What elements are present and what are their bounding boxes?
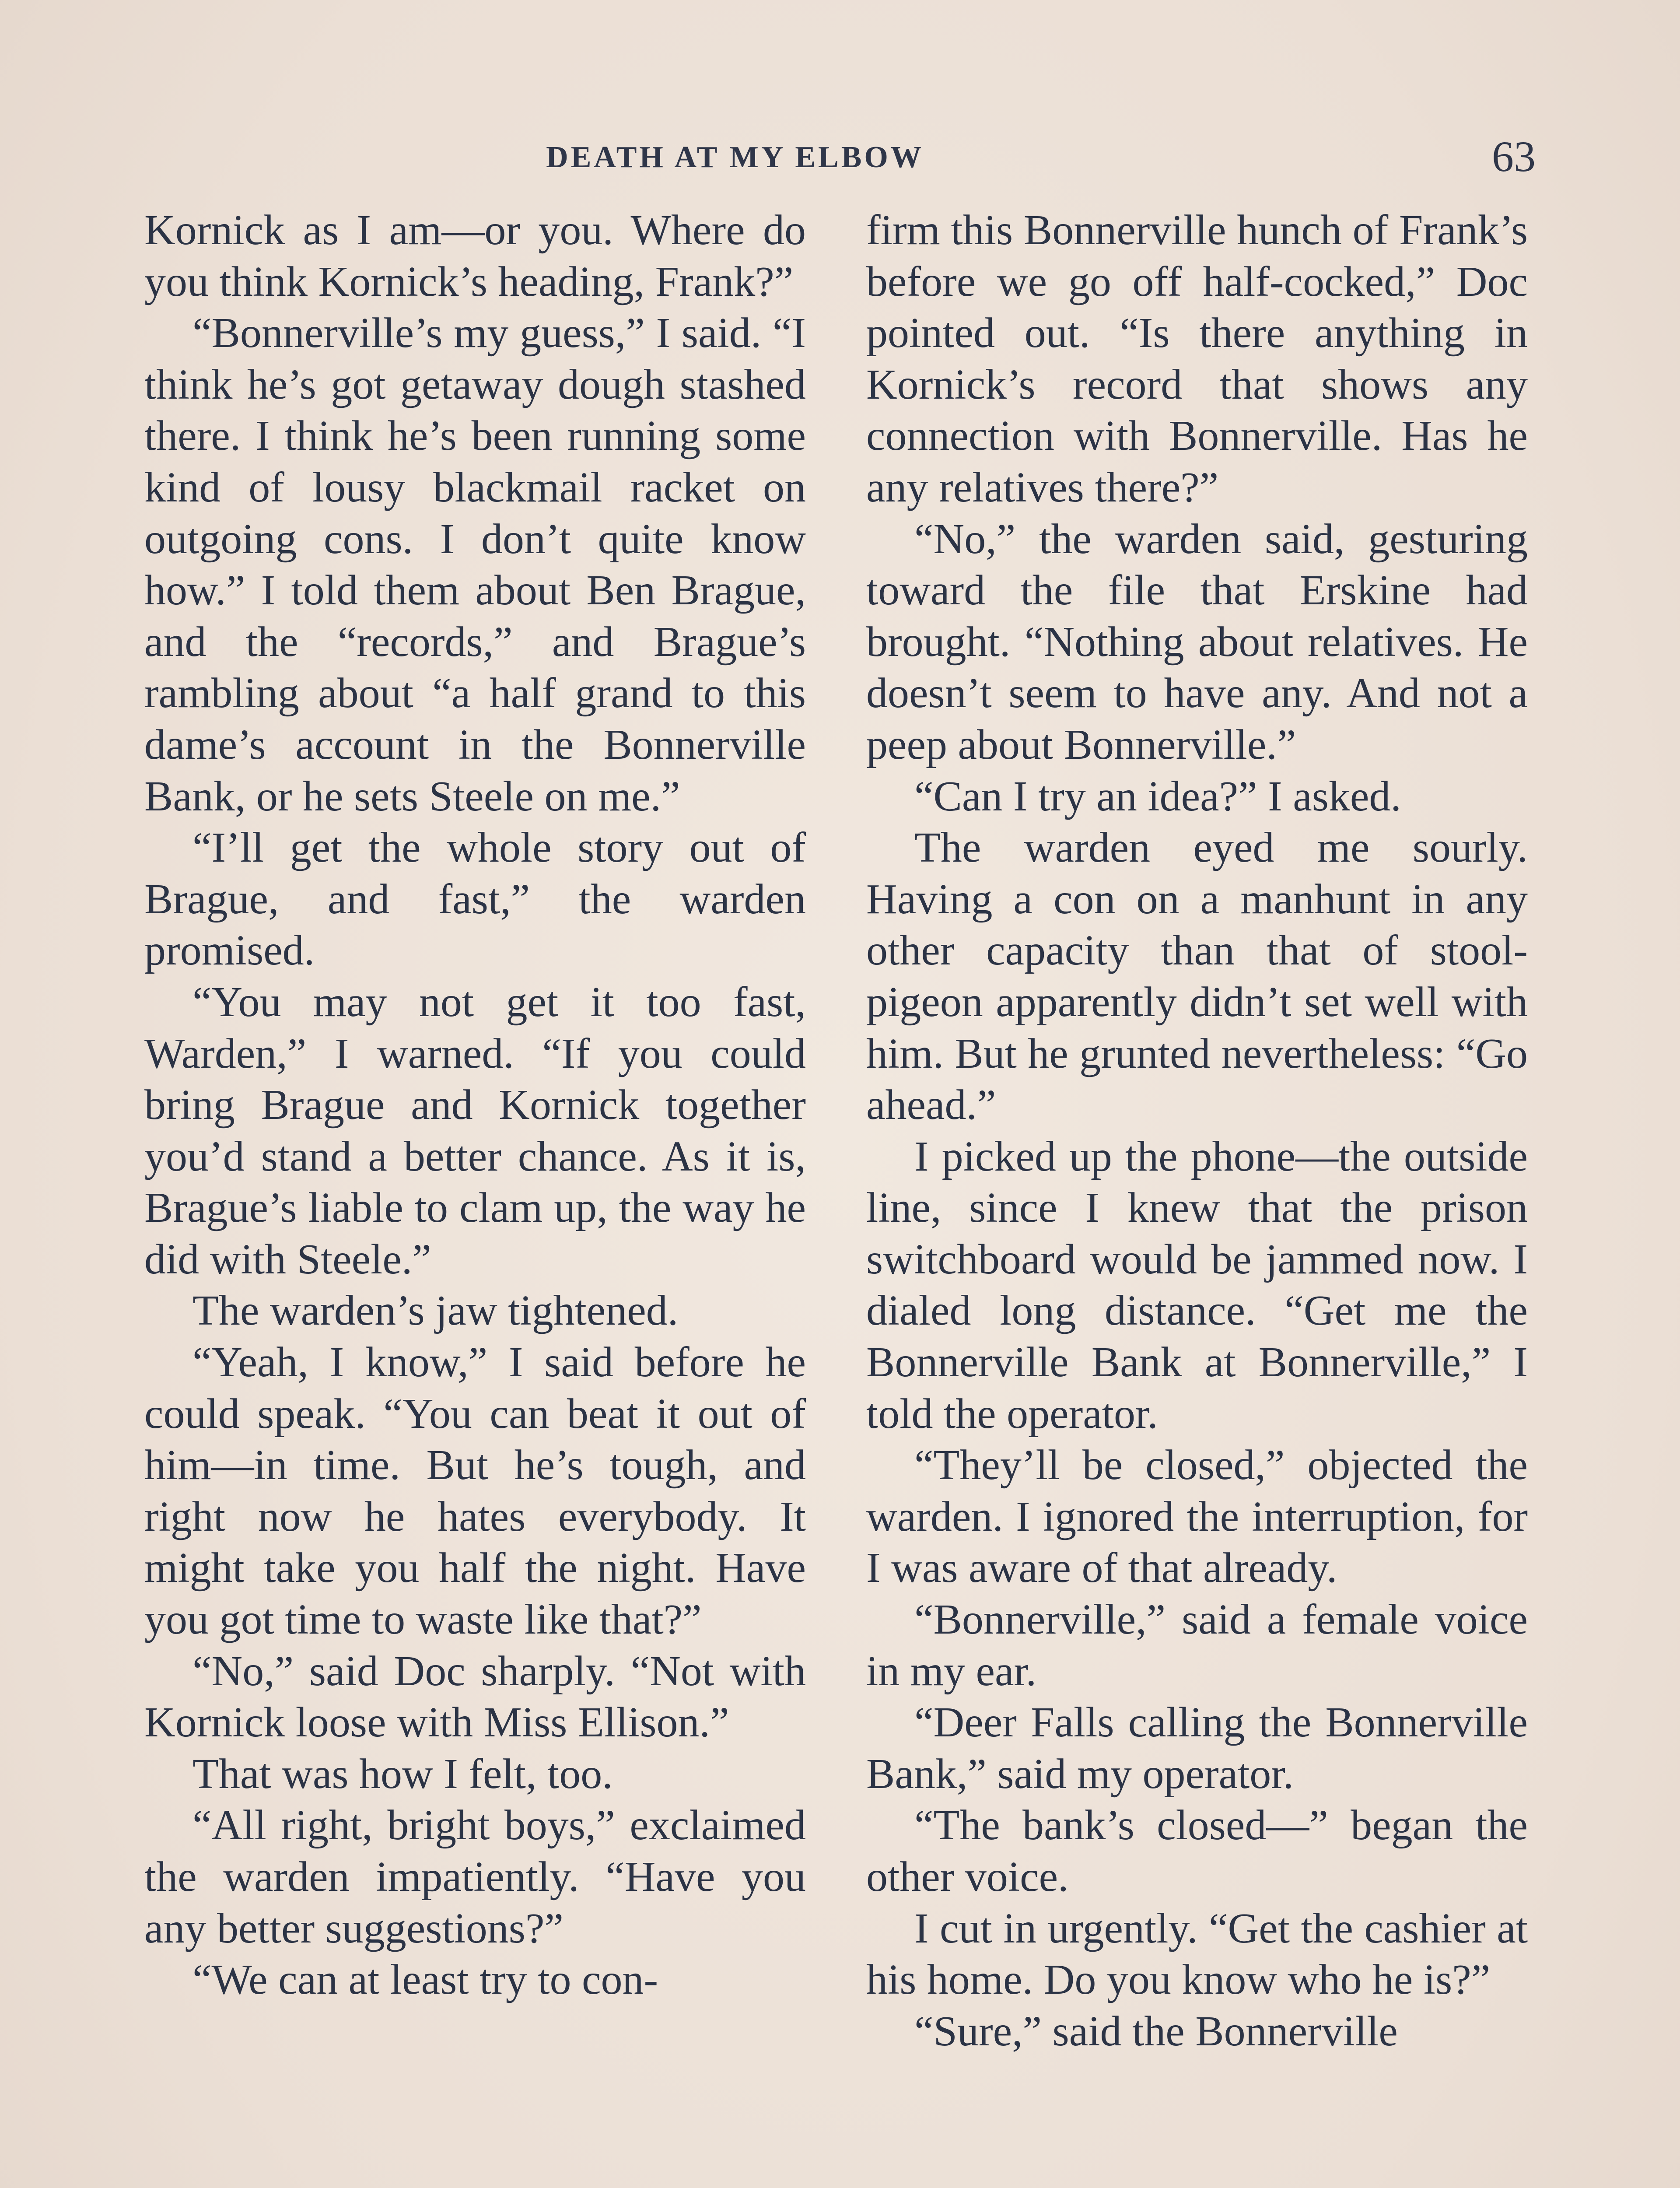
paragraph: “Sure,” said the Bonnerville <box>914 2007 1398 2055</box>
page-header <box>144 131 1536 188</box>
left-text-column <box>144 205 806 2006</box>
paragraph: “They’ll be closed,” objected the warden. I ignored the interruption, for I was aware of that already. <box>866 1441 1528 1592</box>
paragraph: “No,” the warden said, gesturing toward the file that Erskine had brought. “Nothing about relatives. He doesn’t seem to have any. And not a peep about Bonnerville.” <box>866 515 1528 768</box>
paragraph: The warden’s jaw tightened. <box>192 1287 679 1335</box>
paragraph: The warden eyed me sourly. Having a con on a manhunt in any other capacity than that of stool-pigeon apparently didn’t set well with him. But he grunted nevertheless: “Go ahead.” <box>866 824 1528 1129</box>
paragraph: “The bank’s closed—” began the other voice. <box>866 1802 1528 1900</box>
paragraph: “Yeah, I know,” I said before he could speak. “You can beat it out of him—in time. But he’s tough, and right now he hates everybody. It might take you half the night. Have you got time to waste like that?” <box>144 1339 806 1644</box>
paragraph: “You may not get it too fast, Warden,” I warned. “If you could bring Brague and Kornick together you’d stand a better chance. As it is, Brague’s liable to clam up, the way he did with Steele.” <box>144 978 806 1283</box>
paragraph: “All right, bright boys,” exclaimed the warden impatiently. “Have you any better suggestions?” <box>144 1802 806 1952</box>
paragraph: firm this Bonnerville hunch of Frank’s before we go off half-cocked,” Doc pointed out. “Is there anything in Kornick’s record that shows any connection with Bonnerville. Has he any relatives there?” <box>866 207 1528 511</box>
paragraph: “No,” said Doc sharply. “Not with Kornick loose with Miss Ellison.” <box>144 1647 806 1746</box>
paragraph: I cut in urgently. “Get the cashier at his home. Do you know who he is?” <box>866 1904 1528 2004</box>
paragraph: “Bonnerville,” said a female voice in my ear. <box>866 1596 1528 1695</box>
page-number: 63 <box>1492 132 1536 181</box>
paragraph: Kornick as I am—or you. Where do you think Kornick’s heading, Frank?” <box>144 207 806 305</box>
paragraph: “We can at least try to con- <box>192 1956 658 2004</box>
paragraph: “I’ll get the whole story out of Brague, and fast,” the warden promised. <box>144 824 806 975</box>
paragraph: That was how I felt, too. <box>192 1750 613 1798</box>
right-text-column <box>866 205 1528 2057</box>
paragraph: “Deer Falls calling the Bonnerville Bank,” said my operator. <box>866 1699 1528 1798</box>
running-title: DEATH AT MY ELBOW <box>546 140 924 174</box>
paragraph: “Bonnerville’s my guess,” I said. “I think he’s got getaway dough stashed there. I think he’s been running some kind of lousy blackmail racket on outgoing cons. I don’t quite know how.” I told them about Ben Brague, and the “records,” and Brague’s rambling about “a half grand to this dame’s account in the Bonnerville Bank, or he sets Steele on me.” <box>144 309 806 820</box>
paragraph: “Can I try an idea?” I asked. <box>914 772 1401 820</box>
paragraph: I picked up the phone—the outside line, since I knew that the prison switchboard would be jammed now. I dialed long distance. “Get me the Bonnerville Bank at Bonnerville,” I told the operator. <box>866 1133 1528 1438</box>
